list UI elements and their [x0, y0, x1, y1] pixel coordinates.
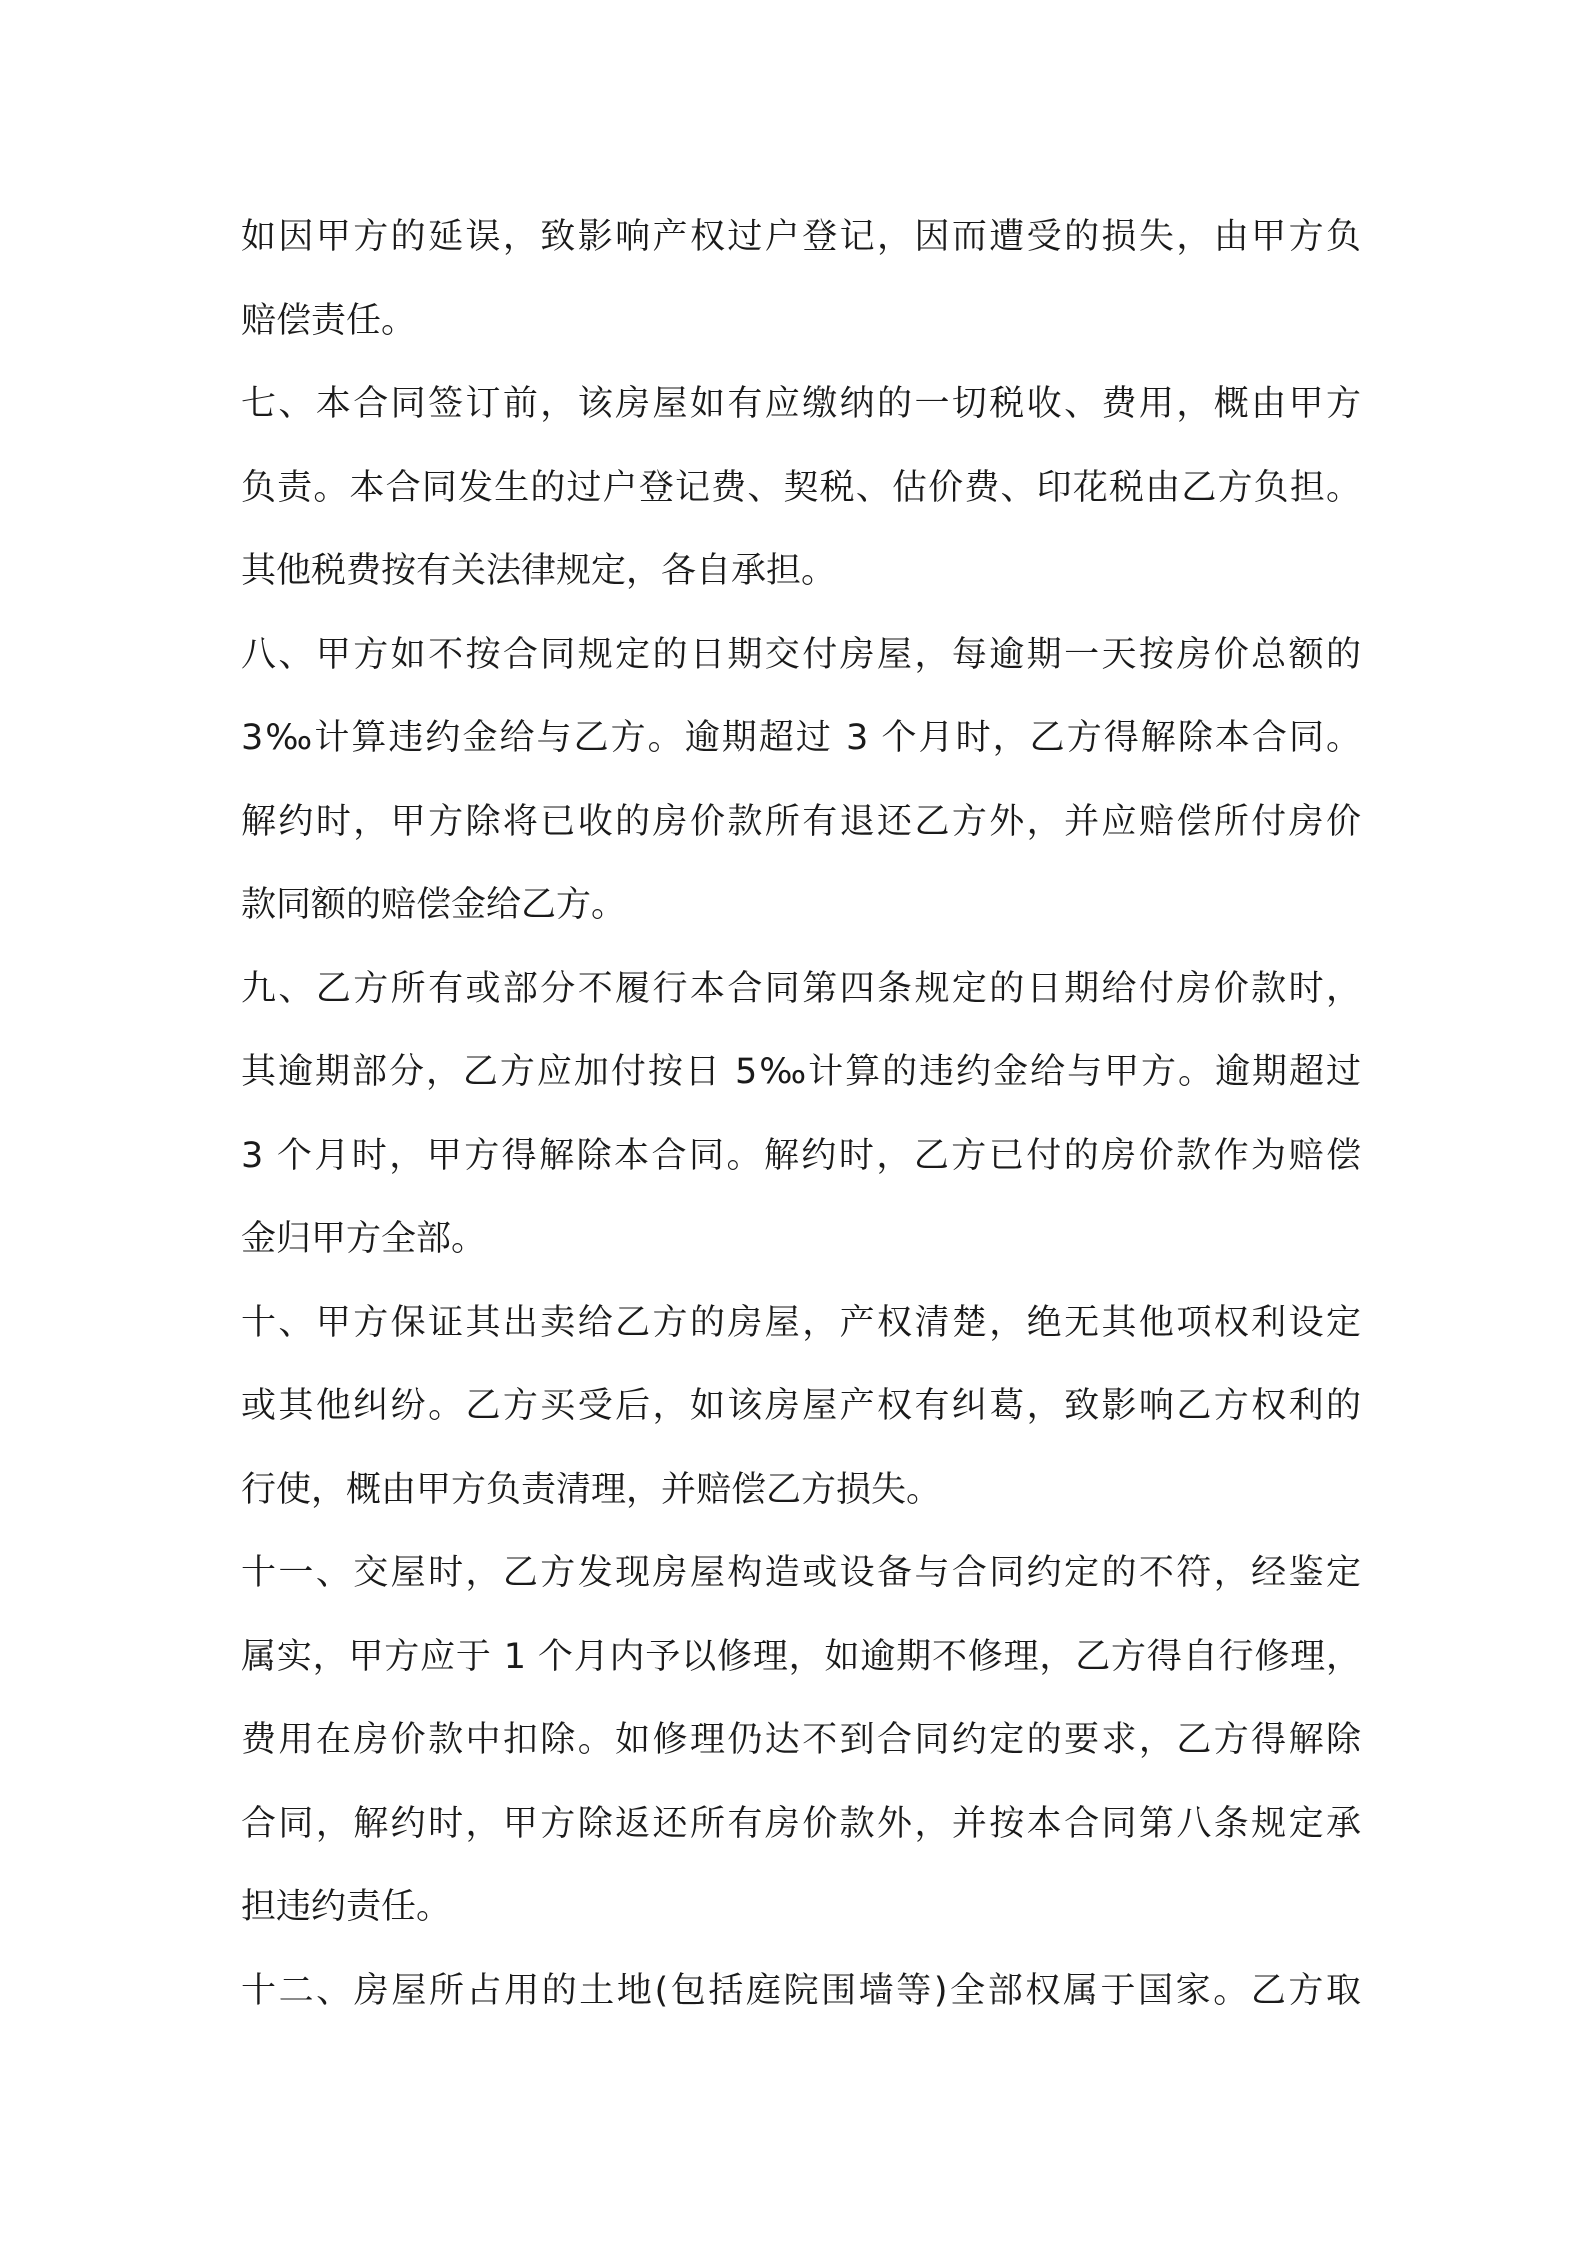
text-line: 十二、房屋所占用的土地(包括庭院围墙等)全部权属于国家。乙方取	[241, 1970, 1361, 2011]
text-line: 十一、交屋时，乙方发现房屋构造或设备与合同约定的不符，经鉴定	[241, 1553, 1361, 1593]
text-line: 3 个月时，甲方得解除本合同。解约时，乙方已付的房价款作为赔偿	[241, 1135, 1361, 1176]
text-line: 七、本合同签订前，该房屋如有应缴纳的一切税收、费用，概由甲方	[241, 384, 1361, 424]
text-line: 担违约责任。	[241, 1887, 452, 1927]
text-line: 赔偿责任。	[241, 300, 417, 341]
contract-text	[241, 196, 1361, 2033]
text-line: 属实，甲方应于 1 个月内予以修理，如逾期不修理，乙方得自行修理，	[241, 1636, 1361, 1677]
text-line: 款同额的赔偿金给乙方。	[241, 885, 627, 925]
text-line: 其他税费按有关法律规定，各自承担。	[241, 551, 837, 591]
text-line: 九、乙方所有或部分不履行本合同第四条规定的日期给付房价款时，	[241, 968, 1361, 1009]
text-line: 十、甲方保证其出卖给乙方的房屋，产权清楚，绝无其他项权利设定	[241, 1302, 1361, 1343]
text-line: 费用在房价款中扣除。如修理仍达不到合同约定的要求，乙方得解除	[241, 1720, 1361, 1760]
text-line: 八、甲方如不按合同规定的日期交付房屋，每逾期一天按房价总额的	[241, 634, 1361, 675]
text-line: 合同，解约时，甲方除返还所有房价款外，并按本合同第八条规定承	[241, 1803, 1361, 1844]
text-line: 解约时，甲方除将已收的房价款所有退还乙方外，并应赔偿所付房价	[241, 801, 1361, 842]
text-line: 负责。本合同发生的过户登记费、契税、估价费、印花税由乙方负担。	[241, 467, 1361, 508]
text-line: 如因甲方的延误，致影响产权过户登记，因而遭受的损失，由甲方负	[241, 217, 1361, 257]
text-line: 其逾期部分，乙方应加付按日 5‰计算的违约金给与甲方。逾期超过	[241, 1052, 1361, 1092]
text-line: 或其他纠纷。乙方买受后，如该房屋产权有纠葛，致影响乙方权利的	[241, 1386, 1361, 1426]
text-line: 行使，概由甲方负责清理，并赔偿乙方损失。	[241, 1469, 942, 1510]
text-line: 3‰计算违约金给与乙方。逾期超过 3 个月时，乙方得解除本合同。	[241, 718, 1361, 758]
text-line: 金归甲方全部。	[241, 1219, 487, 1259]
